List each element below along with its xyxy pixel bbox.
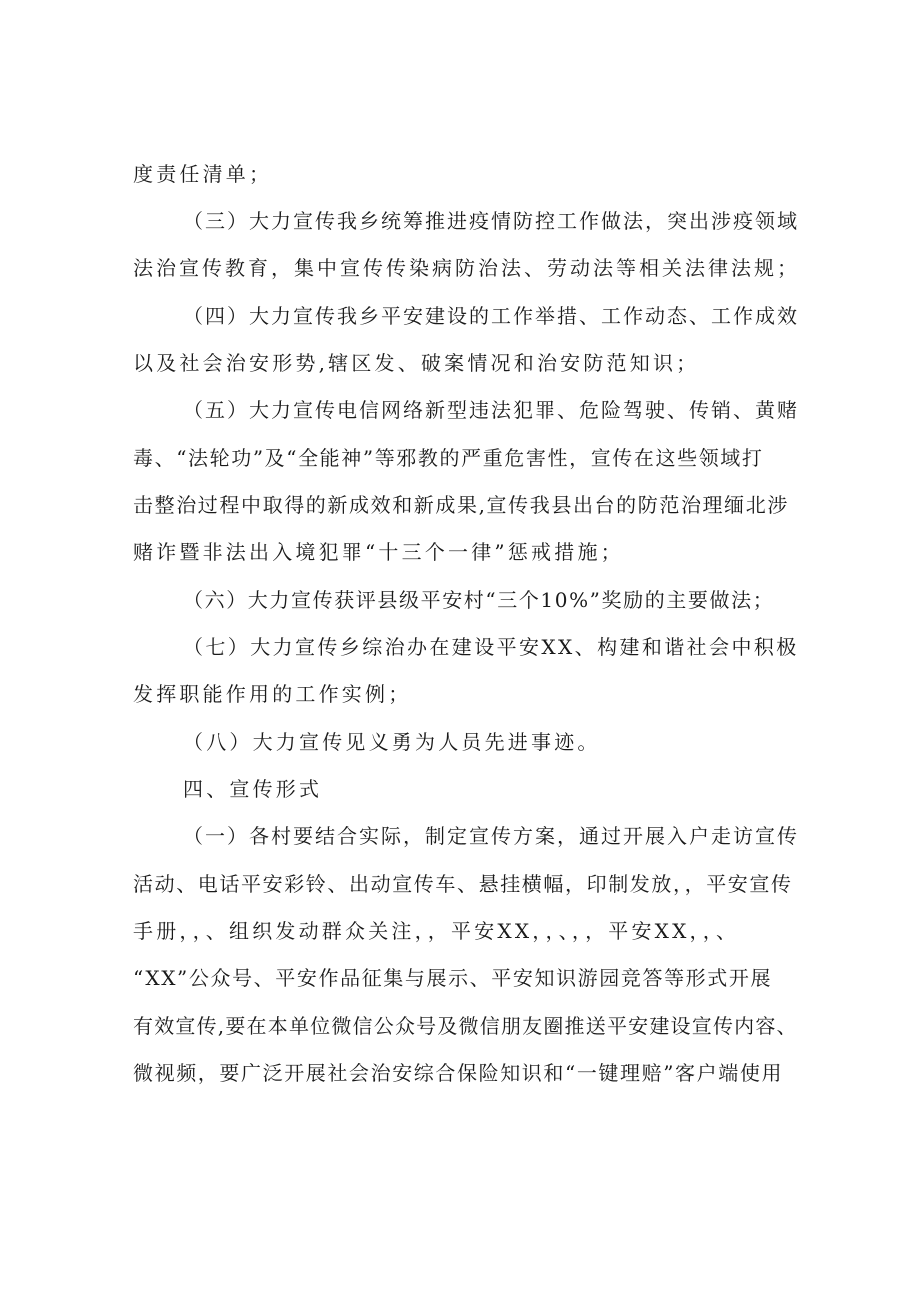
text-line: 击整治过程中取得的新成效和新成果,宣传我县出台的防范治理缅北涉 bbox=[133, 493, 789, 517]
text-line: 发挥职能作用的工作实例； bbox=[133, 682, 412, 706]
text-line: “XX”公众号、平安作品征集与展示、平安知识游园竞答等形式开展 bbox=[133, 966, 773, 990]
text-line: 微视频，要广泛开展社会治安综合保险知识和“一键理赔”客户端使用 bbox=[133, 1061, 784, 1085]
text-line: （三）大力宣传我乡统筹推进疫情防控工作做法，突出涉疫领域 bbox=[183, 209, 799, 233]
text-line: 以及社会治安形势,辖区发、破案情况和治安防范知识； bbox=[133, 351, 700, 375]
text-line: 度责任清单； bbox=[133, 162, 273, 186]
text-line: （四）大力宣传我乡平安建设的工作举措、工作动态、工作成效 bbox=[183, 304, 799, 328]
text-line: （一）各村要结合实际，制定宣传方案，通过开展入户走访宣传 bbox=[183, 824, 799, 848]
text-line: 法治宣传教育，集中宣传传染病防治法、劳动法等相关法律法规； bbox=[133, 256, 800, 280]
text-line: 活动、电话平安彩铃、出动宣传车、悬挂横幅，印制发放，，平安宣传 bbox=[133, 872, 793, 896]
text-line: 有效宣传,要在本单位微信公众号及微信朋友圈推送平安建设宣传内容、 bbox=[133, 1014, 798, 1038]
text-line: （六）大力宣传获评县级平安村“三个10%”奖励的主要做法； bbox=[183, 588, 775, 612]
text-line: （八）大力宣传见义勇为人员先进事迹。 bbox=[183, 730, 601, 754]
text-line: （五）大力宣传电信网络新型违法犯罪、危险驾驶、传销、黄赌 bbox=[183, 398, 799, 422]
text-line: 赌诈暨非法出入境犯罪“十三个一律”惩戒措施； bbox=[133, 540, 624, 564]
section-heading: 四、宣传形式 bbox=[183, 777, 323, 801]
text-line: 手册，，、组织发动群众关注，，平安XX，，、，，平安XX，，、 bbox=[133, 919, 740, 943]
text-line: （七）大力宣传乡综治办在建设平安XX、构建和谐社会中积极 bbox=[183, 635, 799, 659]
text-line: 毒、“法轮功”及“全能神”等邪教的严重危害性，宣传在这些领域打 bbox=[133, 446, 764, 470]
